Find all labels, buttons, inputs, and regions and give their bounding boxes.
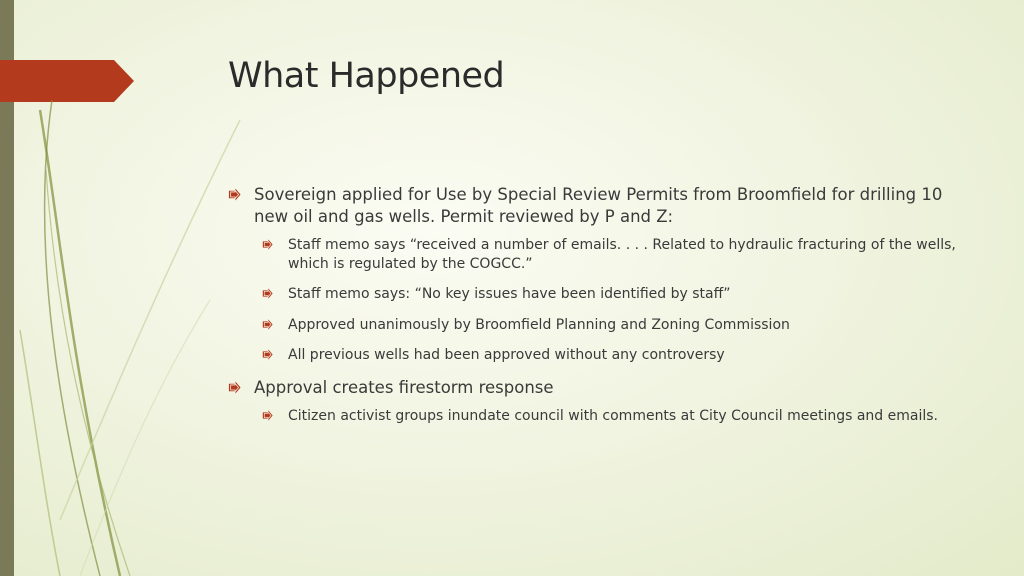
sub-bullet-text: Citizen activist groups inundate council with comments at City Council meetings and emails. [288, 407, 938, 424]
slide-title: What Happened [228, 56, 505, 96]
slide-body [228, 184, 968, 437]
sub-bullet-item [262, 285, 968, 304]
sub-bullet-text: Staff memo says: “No key issues have been identified by staff” [288, 286, 731, 302]
sub-bullet-item [262, 316, 968, 335]
arrow-bullet-icon [262, 410, 273, 421]
arrow-bullet-icon [262, 239, 273, 250]
sub-bullet-item [262, 346, 968, 365]
arrow-bullet-icon [228, 188, 241, 201]
title-arrow-shape [0, 60, 134, 102]
bullet-text: Sovereign applied for Use by Special Review Permits from Broomfield for drilling 10 new oil and gas wells. Permit reviewed by P and Z: [254, 185, 943, 226]
arrow-bullet-icon [262, 349, 273, 360]
sub-bullet-text: Staff memo says “received a number of emails. . . . Related to hydraulic fracturing of the wells, which is regulated by the COGCC.” [288, 237, 956, 272]
bullet-text: Approval creates firestorm response [254, 377, 554, 397]
sub-bullet-item [262, 407, 968, 426]
arrow-bullet-icon [262, 319, 273, 330]
arrow-bullet-icon [262, 288, 273, 299]
bullet-item [228, 377, 968, 399]
arrow-bullet-icon [228, 381, 241, 394]
sub-bullet-item [262, 236, 968, 273]
sub-bullet-text: All previous wells had been approved without any controversy [288, 347, 725, 363]
sub-bullet-text: Approved unanimously by Broomfield Planning and Zoning Commission [288, 316, 790, 333]
bullet-item [228, 184, 968, 228]
